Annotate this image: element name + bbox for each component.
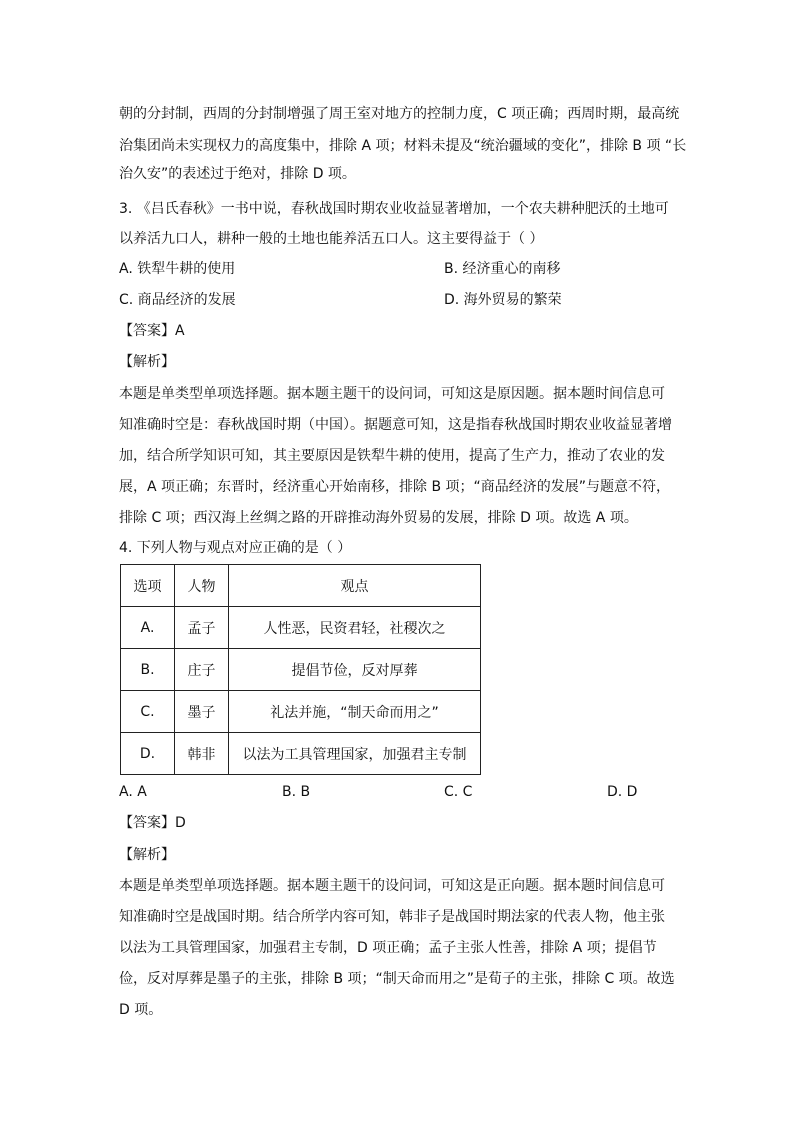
- table-header-cell: 选项: [121, 565, 175, 607]
- table-header-cell: 人物: [175, 565, 229, 607]
- q3-option-a: A. 铁犁牛耕的使用: [119, 261, 236, 277]
- table-row: [121, 733, 481, 775]
- q4-analysis-line-1: 本题是单类型单项选择题。据本题主题干的设问词，可知这是正向题。据本题时间信息可: [119, 878, 665, 894]
- q3-analysis-line-4: 展，A 项正确；东晋时，经济重心开始南移，排除 B 项；“商品经济的发展”与题意不符，: [119, 479, 671, 495]
- table-cell: 庄子: [175, 649, 229, 691]
- q4-analysis-heading: 【解析】: [119, 847, 175, 863]
- q4-table: [120, 564, 481, 775]
- table-cell: 礼法并施，“制天命而用之”: [229, 691, 481, 733]
- q3-analysis-heading: 【解析】: [119, 354, 175, 370]
- q3-analysis-line-1: 本题是单类型单项选择题。据本题主题干的设问词，可知这是原因题。据本题时间信息可: [119, 386, 665, 402]
- table-cell: C.: [121, 691, 175, 733]
- q3-stem-line-2: 以养活九口人，耕种一般的土地也能养活五口人。这主要得益于（ ）: [119, 231, 544, 247]
- table-cell: D.: [121, 733, 175, 775]
- table-cell: 墨子: [175, 691, 229, 733]
- q4-analysis-line-3: 以法为工具管理国家，加强君主专制，D 项正确；孟子主张人性善，排除 A 项；提倡节: [119, 940, 657, 956]
- q3-answer: 【答案】A: [119, 323, 185, 339]
- table-row: [121, 607, 481, 649]
- q3-option-b: B. 经济重心的南移: [444, 261, 561, 277]
- q4-answer: 【答案】D: [119, 815, 186, 831]
- q3-stem-line-1: 3. 《吕氏春秋》一书中说，春秋战国时期农业收益显著增加，一个农夫耕种肥沃的土地可: [119, 201, 669, 217]
- table-cell: 韩非: [175, 733, 229, 775]
- q4-analysis-line-4: 俭，反对厚葬是墨子的主张，排除 B 项；“制天命而用之”是荀子的主张，排除 C 项。故选: [119, 971, 675, 987]
- q3-analysis-line-2: 知准确时空是：春秋战国时期（中国）。据题意可知，这是指春秋战国时期农业收益显著增: [119, 417, 672, 433]
- q3-analysis-line-3: 加，结合所学知识可知，其主要原因是铁犁牛耕的使用，提高了生产力，推动了农业的发: [119, 448, 665, 464]
- q3-analysis-line-5: 排除 C 项；西汉海上丝绸之路的开辟推动海外贸易的发展，排除 D 项。故选 A 项。: [119, 510, 638, 526]
- table-header-row: [121, 565, 481, 607]
- table-cell: B.: [121, 649, 175, 691]
- table-header-cell: 观点: [229, 565, 481, 607]
- q4-stem: 4. 下列人物与观点对应正确的是（ ）: [119, 540, 352, 556]
- q4-option-b: B. B: [282, 784, 311, 800]
- q4-option-d: D. D: [607, 784, 638, 800]
- table-cell: 孟子: [175, 607, 229, 649]
- q3-option-d: D. 海外贸易的繁荣: [444, 292, 562, 308]
- table-cell: A.: [121, 607, 175, 649]
- table-row: [121, 691, 481, 733]
- table-row: [121, 649, 481, 691]
- q4-option-a: A. A: [119, 784, 147, 800]
- q4-analysis-line-5: D 项。: [119, 1002, 163, 1018]
- table-cell: 提倡节俭，反对厚葬: [229, 649, 481, 691]
- table-cell: 以法为工具管理国家，加强君主专制: [229, 733, 481, 775]
- intro-line-3: 治久安”的表述过于绝对，排除 D 项。: [119, 166, 356, 182]
- q4-option-c: C. C: [444, 784, 473, 800]
- table-cell: 人性恶，民资君轻，社稷次之: [229, 607, 481, 649]
- q3-option-c: C. 商品经济的发展: [119, 292, 236, 308]
- intro-line-1: 朝的分封制，西周的分封制增强了周王室对地方的控制力度，C 项正确；西周时期，最高统: [119, 106, 680, 122]
- intro-line-2: 治集团尚未实现权力的高度集中，排除 A 项；材料未提及“统治疆域的变化”，排除 B 项 “长: [119, 138, 687, 154]
- q4-analysis-line-2: 知准确时空是战国时期。结合所学内容可知，韩非子是战国时期法家的代表人物，他主张: [119, 909, 665, 925]
